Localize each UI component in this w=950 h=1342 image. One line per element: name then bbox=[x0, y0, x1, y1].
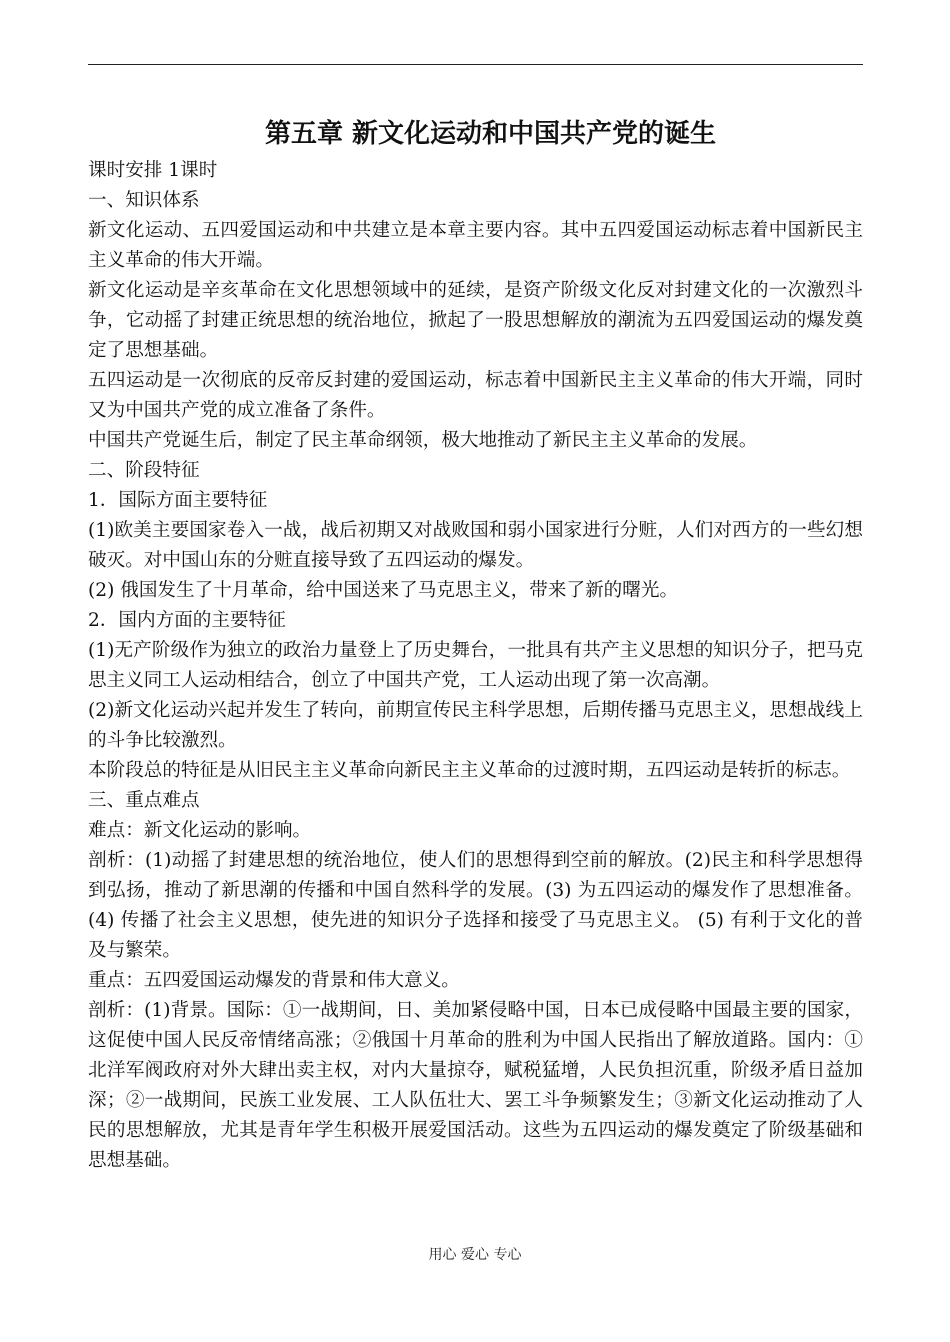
paragraph: 新文化运动是辛亥革命在文化思想领域中的延续，是资产阶级文化反对封建文化的一次激烈斗争，它动摇了封建正统思想的统治地位，掀起了一股思想解放的潮流为五四爱国运动的爆发奠定了思想基础。 bbox=[88, 280, 863, 361]
paragraph-schedule: 课时安排 1课时 bbox=[88, 160, 218, 181]
paragraph: (2) 俄国发生了十月革命，给中国送来了马克思主义，带来了新的曙光。 bbox=[88, 580, 679, 601]
document-body bbox=[88, 112, 863, 1176]
paragraph: 五四运动是一次彻底的反帝反封建的爱国运动，标志着中国新民主主义革命的伟大开端，同时又为中国共产党的成立准备了条件。 bbox=[88, 370, 863, 421]
section-heading-3: 三、重点难点 bbox=[88, 790, 200, 811]
paragraph: (1)欧美主要国家卷入一战，战后初期又对战败国和弱小国家进行分赃，人们对西方的一些幻想破灭。对中国山东的分赃直接导致了五四运动的爆发。 bbox=[88, 520, 863, 571]
header-rule bbox=[88, 64, 863, 65]
section-heading-1: 一、知识体系 bbox=[88, 190, 200, 211]
paragraph: (2)新文化运动兴起并发生了转向，前期宣传民主科学思想，后期传播马克思主义，思想战线上的斗争比较激烈。 bbox=[88, 700, 863, 751]
section-heading-2: 二、阶段特征 bbox=[88, 460, 200, 481]
paragraph: 本阶段总的特征是从旧民主主义革命向新民主主义革命的过渡时期，五四运动是转折的标志。 bbox=[88, 760, 851, 781]
subheading: 2．国内方面的主要特征 bbox=[88, 610, 286, 631]
paragraph: 难点：新文化运动的影响。 bbox=[88, 820, 312, 841]
chapter-title: 第五章 新文化运动和中国共产党的诞生 bbox=[264, 119, 717, 149]
paragraph: 新文化运动、五四爱国运动和中共建立是本章主要内容。其中五四爱国运动标志着中国新民主主义革命的伟大开端。 bbox=[88, 220, 863, 271]
paragraph: (1)无产阶级作为独立的政治力量登上了历史舞台，一批具有共产主义思想的知识分子，把马克思主义同工人运动相结合，创立了中国共产党，工人运动出现了第一次高潮。 bbox=[88, 640, 863, 691]
paragraph: 剖析：(1)背景。国际：①一战期间，日、美加紧侵略中国，日本已成侵略中国最主要的国家，这促使中国人民反帝情绪高涨；②俄国十月革命的胜利为中国人民指出了解放道路。国内：①北洋军阀政府对外大肆出卖主权，对内大量掠夺，赋税猛增，人民负担沉重，阶级矛盾日益加深；②一战期间，民族工业发展、工人队伍壮大、罢工斗争频繁发生；③新文化运动推动了人民的思想解放，尤其是青年学生积极开展爱国活动。这些为五四运动的爆发奠定了阶级基础和思想基础。 bbox=[88, 1000, 863, 1171]
paragraph: 重点：五四爱国运动爆发的背景和伟大意义。 bbox=[88, 970, 460, 991]
paragraph: 中国共产党诞生后，制定了民主革命纲领，极大地推动了新民主主义革命的发展。 bbox=[88, 430, 758, 451]
paragraph: 剖析：(1)动摇了封建思想的统治地位，使人们的思想得到空前的解放。(2)民主和科学思想得到弘扬，推动了新思潮的传播和中国自然科学的发展。(3) 为五四运动的爆发作了思想准备。(4) 传播了社会主义思想，使先进的知识分子选择和接受了马克思主义。 (5) 有利于文化的普及与繁荣。 bbox=[88, 850, 863, 961]
subheading: 1．国际方面主要特征 bbox=[88, 490, 268, 511]
page-footer: 用心 爱心 专心 bbox=[428, 1247, 522, 1263]
